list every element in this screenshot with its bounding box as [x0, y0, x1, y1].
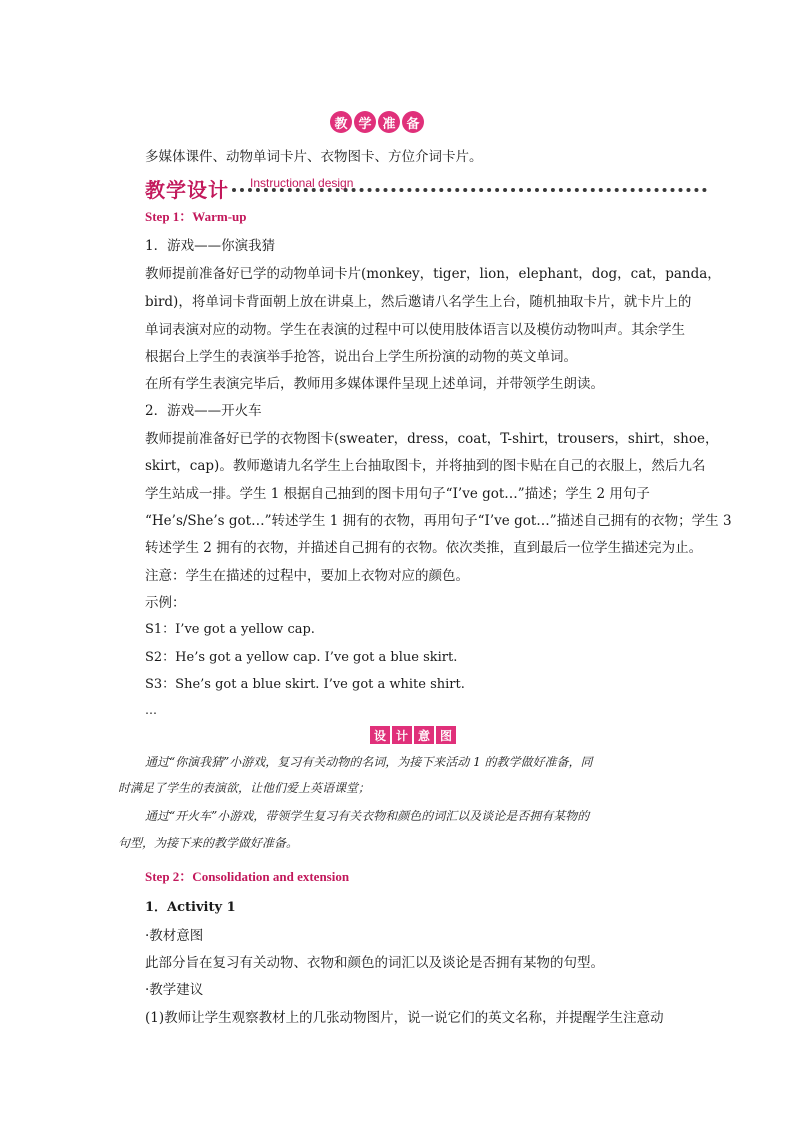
- material-text: 此部分旨在复习有关动物、衣物和颜色的词汇以及谈论是否拥有某物的句型。: [145, 955, 604, 971]
- intent-title-char: 设: [370, 726, 390, 744]
- prep-text: 多媒体课件、动物单词卡片、衣物图卡、方位介词卡片。: [145, 149, 483, 165]
- game2-line: 教师提前准备好已学的衣物图卡(sweater，dress，coat，T-shirt，trousers，shirt，shoe，: [145, 431, 719, 447]
- intent-title-char: 图: [436, 726, 456, 744]
- intent-title-char: 计: [392, 726, 412, 744]
- activity-title: 1．Activity 1: [145, 900, 236, 915]
- advice-label: ·教学建议: [145, 982, 204, 998]
- game1-line: 教师提前准备好已学的动物单词卡片(monkey，tiger，lion，elephant，dog，cat，panda，: [145, 266, 721, 282]
- example-line: S2：He’s got a yellow cap. I’ve got a blue skirt.: [145, 650, 458, 665]
- prep-title: [330, 111, 424, 133]
- example-line: S3：She’s got a blue skirt. I’ve got a white shirt.: [145, 677, 465, 692]
- game2-line: 示例：: [145, 595, 186, 611]
- intent-line: 句型，为接下来的教学做好准备。: [118, 836, 299, 850]
- design-subtitle: Instructional design: [250, 176, 354, 190]
- intent-title-char: 意: [414, 726, 434, 744]
- game1-line: 单词表演对应的动物。学生在表演的过程中可以使用肢体语言以及模仿动物叫声。其余学生: [145, 322, 685, 338]
- game2-line: 学生站成一排。学生 1 根据自己抽到的图卡用句子“I’ve got…”描述；学生 2 用句子: [145, 486, 650, 502]
- advice-text: (1)教师让学生观察教材上的几张动物图片，说一说它们的英文名称，并提醒学生注意动: [145, 1010, 664, 1026]
- game1-line: 在所有学生表演完毕后，教师用多媒体课件呈现上述单词，并带领学生朗读。: [145, 376, 604, 392]
- game2-line: 转述学生 2 拥有的衣物，并描述自己拥有的衣物。依次类推，直到最后一位学生描述完为止。: [145, 540, 703, 556]
- prep-title-char: 备: [402, 111, 424, 133]
- heading-dotted-rule: [232, 188, 707, 192]
- intent-line: 通过“开火车”小游戏，带领学生复习有关衣物和颜色的词汇以及谈论是否拥有某物的: [145, 809, 590, 823]
- prep-title-char: 准: [378, 111, 400, 133]
- example-ellipsis: …: [145, 703, 157, 717]
- design-heading: 教学设计: [145, 178, 229, 202]
- game2-line: “He’s/She’s got…”转述学生 1 拥有的衣物，再用句子“I’ve got…”描述自己拥有的衣物；学生 3: [145, 513, 732, 529]
- intent-line: 时满足了学生的表演欲，让他们爱上英语课堂；: [118, 781, 371, 795]
- game1-title: 1．游戏——你演我猜: [145, 238, 276, 254]
- game1-line: 根据台上学生的表演举手抢答，说出台上学生所扮演的动物的英文单词。: [145, 349, 577, 365]
- game2-line: skirt，cap)。教师邀请九名学生上台抽取图卡，并将抽到的图卡贴在自己的衣服上，然后九名: [145, 458, 706, 474]
- example-line: S1：I’ve got a yellow cap.: [145, 622, 315, 637]
- game1-line: bird)，将单词卡背面朝上放在讲桌上，然后邀请八名学生上台，随机抽取卡片，就卡片上的: [145, 294, 692, 310]
- material-label: ·教材意图: [145, 928, 204, 944]
- game2-line: 注意：学生在描述的过程中，要加上衣物对应的颜色。: [145, 568, 469, 584]
- game2-title: 2．游戏——开火车: [145, 403, 262, 419]
- intent-line: 通过“你演我猜”小游戏，复习有关动物的名词，为接下来活动 1 的教学做好准备，同: [145, 755, 593, 769]
- prep-title-char: 教: [330, 111, 352, 133]
- intent-title: [370, 726, 456, 744]
- step2-title: Step 2：Consolidation and extension: [145, 869, 350, 884]
- prep-title-char: 学: [354, 111, 376, 133]
- step1-title: Step 1：Warm-up: [145, 209, 247, 224]
